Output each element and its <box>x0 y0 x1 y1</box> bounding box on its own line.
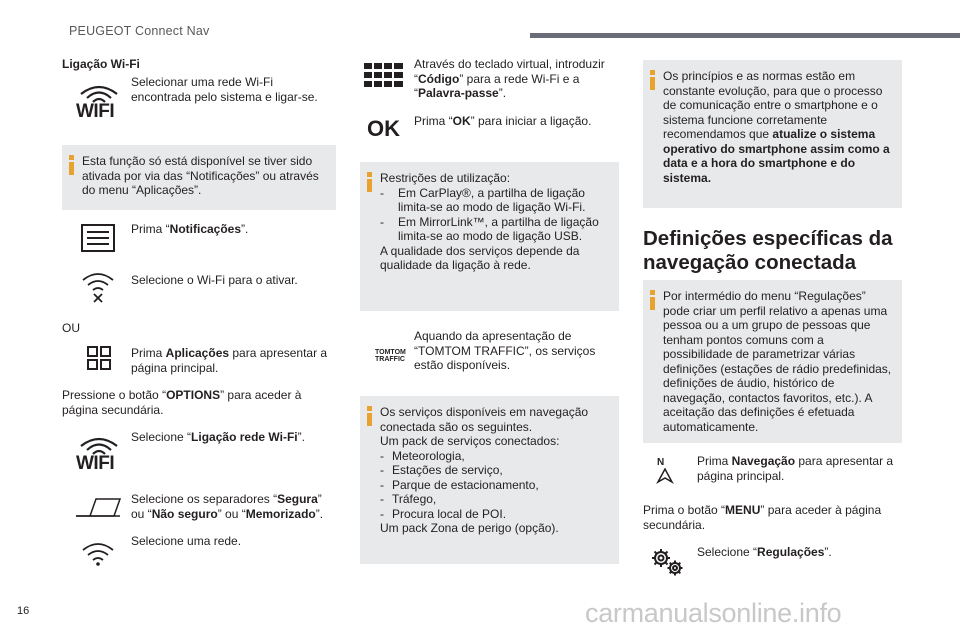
info-text: Os princípios e as normas estão em constante evolução, para que o processo de comunicação entre o smartphone e o sistema funcione corretamente recomendamos que atualize o sistema operativo do smartphone assim como a data e a hora do smartphone e do sistema. <box>663 69 890 185</box>
traffic-label: TRAFFIC <box>375 356 405 363</box>
info-text: Esta função só está disponível se tiver sido ativada por via das “Notificações” ou através do menu “Aplicações”. <box>82 154 319 197</box>
tomtom-label: TOMTOM <box>375 349 406 356</box>
info-icon <box>650 70 655 90</box>
step-virtual-keyboard: Através do teclado virtual, introduzir “Código” para a rede Wi-Fi e a “Palavra-passe”. <box>414 57 605 100</box>
services-intro: Os serviços disponíveis em navegação conectada são os seguintes. <box>380 405 589 434</box>
settings-gear-icon <box>648 547 686 577</box>
page-number: 16 <box>17 605 30 617</box>
list-item: - Meteorologia, <box>380 448 465 463</box>
list-item: - Tráfego, <box>380 492 437 506</box>
list-item: - Parque de estacionamento, <box>380 477 539 492</box>
info-text <box>380 171 611 273</box>
step-tomtom: Aquando da apresentação de “TOMTOM TRAFFIC”, os serviços estão disponíveis. <box>414 329 596 372</box>
list-item: - Procura local de POI. <box>380 506 507 521</box>
restrictions-title: Restrições de utilização: <box>380 171 511 185</box>
info-box-services <box>360 396 619 564</box>
info-box-principles <box>643 60 902 208</box>
step-press-options: Pressione o botão “OPTIONS” para aceder à página secundária. <box>62 388 302 417</box>
step-press-notifications: Prima “Notificações”. <box>131 222 249 236</box>
step-select-wifi-connection: Selecione “Ligação rede Wi-Fi”. <box>131 430 305 444</box>
keyboard-icon <box>363 60 405 94</box>
watermark: carmanualsonline.info <box>585 598 842 628</box>
step-press-ok: Prima “OK” para iniciar a ligação. <box>414 114 592 128</box>
info-text: Por intermédio do menu “Regulações” pode criar um perfil relativo a apenas uma pessoa ou a um grupo de pessoas que tenham pontos comuns com a possibilidade de parametrizar várias definições (estações de rádio predefinidas, definições de áudio, histórico de navegação, contactos favoritos, etc.). A aceitação das definições é efetuada automaticamente. <box>663 289 892 434</box>
step-press-apps: Prima Aplicações para apresentar a página principal. <box>131 346 328 375</box>
step-activate-wifi: Selecione o Wi-Fi para o ativar. <box>131 273 298 287</box>
info-text <box>380 405 611 536</box>
services-footer: Um pack Zona de perigo (opção). <box>380 521 559 535</box>
navigation-icon <box>653 458 677 484</box>
step-select-network: Selecionar uma rede Wi-Fi encontrada pelo sistema e ligar-se. <box>131 75 318 104</box>
info-box-restrictions <box>360 162 619 311</box>
step-select-settings: Selecione “Regulações”. <box>697 545 832 559</box>
north-label: N <box>657 457 665 468</box>
notifications-icon <box>78 222 118 254</box>
wifi-icon-label: WIFI <box>76 453 115 474</box>
wifi-icon <box>76 82 122 122</box>
step-press-menu: Prima o botão “MENU” para aceder à página secundária. <box>643 503 882 532</box>
ok-icon: OK <box>367 116 400 141</box>
tab-icon <box>74 496 124 520</box>
wifi-icon <box>76 434 122 474</box>
info-box-settings <box>643 280 902 443</box>
or-label: OU <box>62 321 80 335</box>
list-item: - Em CarPlay®, a partilha de ligação limita-se ao modo de ligação Wi-Fi. <box>380 185 586 214</box>
tomtom-traffic-icon <box>375 349 407 365</box>
step-select-network-2: Selecione uma rede. <box>131 534 242 548</box>
step-press-navigation: Prima Navegação para apresentar a página principal. <box>697 454 894 483</box>
section-title: Definições específicas da navegação conectada <box>643 227 893 274</box>
info-icon <box>367 172 372 192</box>
info-icon <box>367 406 372 426</box>
services-sub: Um pack de serviços conectados: <box>380 434 560 448</box>
header-bar <box>530 33 960 38</box>
step-select-tabs: Selecione os separadores “Segura” ou “Não seguro” ou “Memorizado”. <box>131 492 324 521</box>
header-title: PEUGEOT Connect Nav <box>69 24 210 38</box>
apps-icon <box>86 345 112 371</box>
info-icon <box>69 155 74 175</box>
list-item: - Estações de serviço, <box>380 463 503 477</box>
wifi-off-icon <box>80 270 116 304</box>
wifi-network-icon <box>80 540 116 566</box>
info-icon <box>650 290 655 310</box>
info-box-wifi <box>62 145 336 210</box>
restrictions-footer: A qualidade dos serviços depende da qualidade da ligação à rede. <box>380 243 580 272</box>
wifi-icon-label: WIFI <box>76 101 115 122</box>
wifi-heading: Ligação Wi-Fi <box>62 57 140 71</box>
list-item: - Em MirrorLink™, a partilha de ligação limita-se ao modo de ligação USB. <box>380 214 599 243</box>
